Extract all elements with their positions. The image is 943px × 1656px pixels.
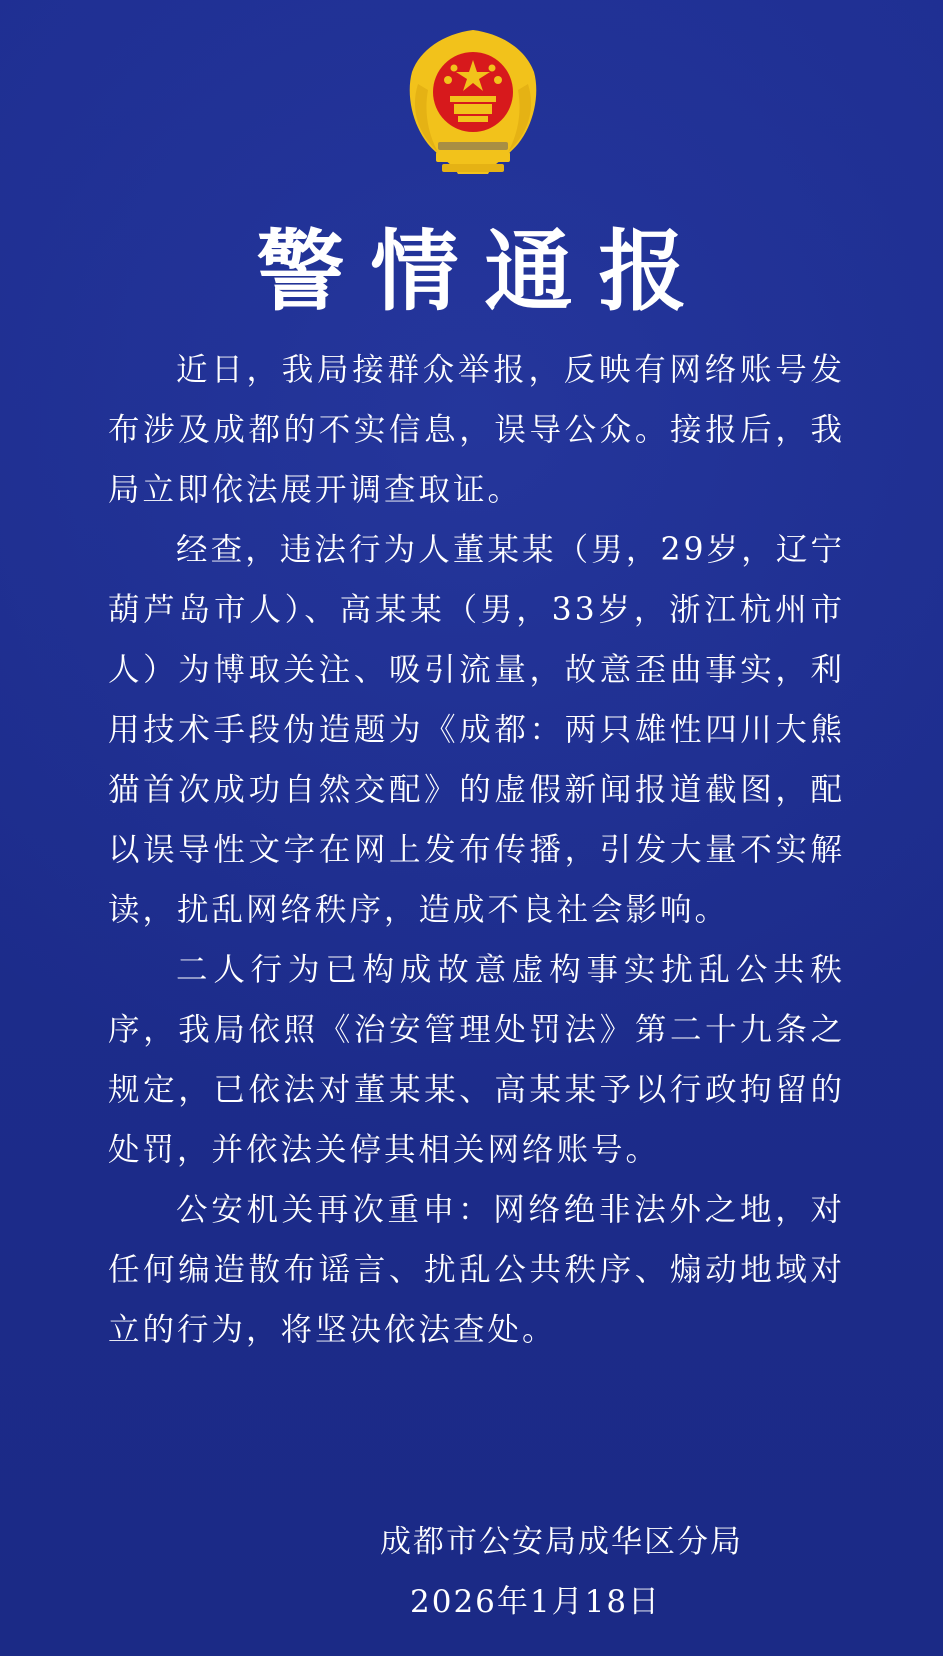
notice-paragraph-2: 经查，违法行为人董某某（男，29岁，辽宁葫芦岛市人）、高某某（男，33岁，浙江杭州市人）为博取关注、吸引流量，故意歪曲事实，利用技术手段伪造题为《成都：两只雄性四川大熊猫首次成功自然交配》的虚假新闻报道截图，配以误导性文字在网上发布传播，引发大量不实解读，扰乱网络秩序，造成不良社会影响。 (108, 532, 845, 928)
issue-date: 2026年1月18日 (410, 1584, 662, 1620)
issuer-name: 成都市公安局成华区分局 (380, 1524, 743, 1560)
notice-title: 警情通报 (256, 220, 713, 323)
police-emblem-icon (398, 24, 548, 184)
notice-paragraph-1: 近日，我局接群众举报，反映有网络账号发布涉及成都的不实信息，误导公众。接报后，我局立即依法展开调查取证。 (108, 352, 845, 508)
notice-body (108, 340, 845, 1360)
notice-paragraph-4: 公安机关再次重申：网络绝非法外之地，对任何编造散布谣言、扰乱公共秩序、煽动地域对立的行为，将坚决依法查处。 (108, 1192, 845, 1348)
notice-paragraph-3: 二人行为已构成故意虚构事实扰乱公共秩序，我局依照《治安管理处罚法》第二十九条之规定，已依法对董某某、高某某予以行政拘留的处罚，并依法关停其相关网络账号。 (108, 952, 845, 1168)
